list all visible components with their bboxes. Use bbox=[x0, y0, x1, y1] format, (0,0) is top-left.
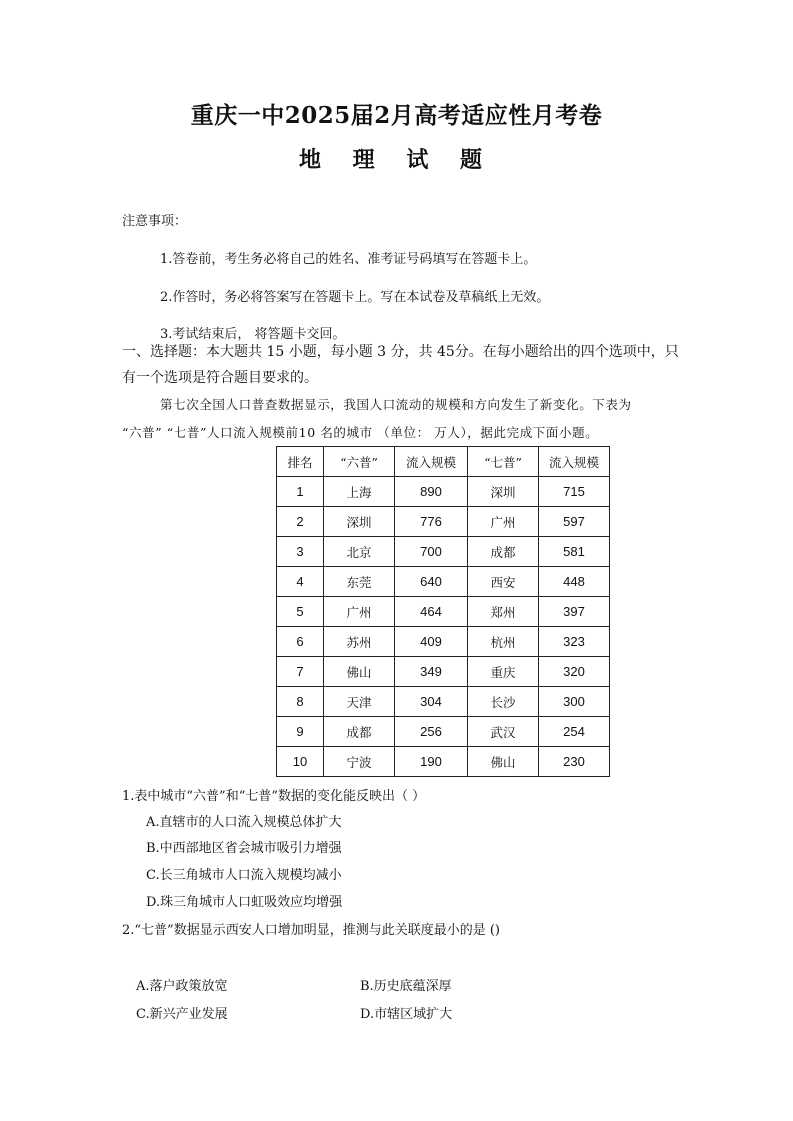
cell-inflow-7: 597 bbox=[539, 507, 610, 537]
subject-title: 地 理 试 题 bbox=[299, 147, 494, 173]
table-row bbox=[277, 507, 610, 537]
cell-city-6: 广州 bbox=[324, 597, 395, 627]
cell-inflow-7: 320 bbox=[539, 657, 610, 687]
cell-city-6: 天津 bbox=[324, 687, 395, 717]
cell-city-6: 成都 bbox=[324, 717, 395, 747]
cell-city-6: 上海 bbox=[324, 477, 395, 507]
intro-line1: 第七次全国人口普查数据显示，我国人口流动的规模和方向发生了新变化。下表为 bbox=[160, 397, 632, 412]
header-seventh-census: “七普” bbox=[468, 447, 539, 477]
exam-title: 重庆一中2025届2月高考适应性月考卷 bbox=[190, 102, 603, 129]
table-row bbox=[277, 537, 610, 567]
cell-inflow-7: 448 bbox=[539, 567, 610, 597]
cell-inflow-6: 776 bbox=[395, 507, 468, 537]
cell-rank: 6 bbox=[277, 627, 324, 657]
cell-city-7: 郑州 bbox=[468, 597, 539, 627]
table-row bbox=[277, 477, 610, 507]
cell-inflow-6: 700 bbox=[395, 537, 468, 567]
q1-option-d: D.珠三角城市人口虹吸效应均增强 bbox=[146, 895, 343, 910]
cell-inflow-6: 409 bbox=[395, 627, 468, 657]
cell-city-7: 成都 bbox=[468, 537, 539, 567]
table-row bbox=[277, 657, 610, 687]
section-heading-line2: 有一个选项是符合题目要求的。 bbox=[122, 370, 318, 386]
header-inflow-7: 流入规模 bbox=[539, 447, 610, 477]
table-row bbox=[277, 567, 610, 597]
table-row bbox=[277, 597, 610, 627]
cell-inflow-6: 304 bbox=[395, 687, 468, 717]
cell-inflow-7: 323 bbox=[539, 627, 610, 657]
notice-item-3: 3.考试结束后， 将答题卡交回。 bbox=[160, 327, 346, 342]
q1-option-b: B.中西部地区省会城市吸引力增强 bbox=[146, 841, 342, 856]
cell-city-7: 武汉 bbox=[468, 717, 539, 747]
table-row bbox=[277, 747, 610, 777]
q1-stem: 1.表中城市“六普”和“七普”数据的变化能反映出（ ） bbox=[122, 789, 426, 804]
notice-heading: 注意事项： bbox=[122, 214, 188, 229]
cell-rank: 4 bbox=[277, 567, 324, 597]
cell-inflow-6: 464 bbox=[395, 597, 468, 627]
q1-option-a: A.直辖市的人口流入规模总体扩大 bbox=[146, 815, 342, 830]
cell-inflow-7: 397 bbox=[539, 597, 610, 627]
table-header-row bbox=[277, 447, 610, 477]
table-row bbox=[277, 687, 610, 717]
migration-table bbox=[276, 446, 610, 777]
cell-inflow-7: 300 bbox=[539, 687, 610, 717]
cell-rank: 8 bbox=[277, 687, 324, 717]
section-heading-line1: 一、选择题：本大题共 15 小题，每小题 3 分，共 45分。在每小题给出的四个选项中，只 bbox=[122, 344, 679, 360]
cell-city-7: 重庆 bbox=[468, 657, 539, 687]
q1-option-c: C.长三角城市人口流入规模均减小 bbox=[146, 868, 342, 883]
cell-inflow-6: 640 bbox=[395, 567, 468, 597]
cell-inflow-7: 715 bbox=[539, 477, 610, 507]
header-sixth-census: “六普” bbox=[324, 447, 395, 477]
header-inflow-6: 流入规模 bbox=[395, 447, 468, 477]
cell-city-6: 北京 bbox=[324, 537, 395, 567]
cell-inflow-6: 256 bbox=[395, 717, 468, 747]
cell-city-6: 宁波 bbox=[324, 747, 395, 777]
cell-inflow-7: 254 bbox=[539, 717, 610, 747]
cell-city-7: 杭州 bbox=[468, 627, 539, 657]
cell-rank: 7 bbox=[277, 657, 324, 687]
cell-city-7: 广州 bbox=[468, 507, 539, 537]
table-body bbox=[277, 477, 610, 777]
intro-line2: “六普” “七普”人口流入规模前10 名的城市 （单位： 万人），据此完成下面小题。 bbox=[122, 425, 599, 440]
cell-rank: 9 bbox=[277, 717, 324, 747]
table-row bbox=[277, 717, 610, 747]
cell-inflow-7: 230 bbox=[539, 747, 610, 777]
header-rank: 排名 bbox=[277, 447, 324, 477]
cell-city-6: 东莞 bbox=[324, 567, 395, 597]
cell-city-7: 长沙 bbox=[468, 687, 539, 717]
cell-city-7: 深圳 bbox=[468, 477, 539, 507]
cell-inflow-7: 581 bbox=[539, 537, 610, 567]
q2-option-a: A.落户政策放宽 bbox=[136, 979, 228, 994]
cell-rank: 1 bbox=[277, 477, 324, 507]
cell-city-6: 深圳 bbox=[324, 507, 395, 537]
q2-option-d: D.市辖区域扩大 bbox=[360, 1007, 453, 1022]
cell-city-6: 苏州 bbox=[324, 627, 395, 657]
cell-city-6: 佛山 bbox=[324, 657, 395, 687]
cell-rank: 2 bbox=[277, 507, 324, 537]
q2-option-b: B.历史底蕴深厚 bbox=[360, 979, 452, 994]
q2-option-c: C.新兴产业发展 bbox=[136, 1007, 228, 1022]
cell-rank: 5 bbox=[277, 597, 324, 627]
cell-city-7: 西安 bbox=[468, 567, 539, 597]
cell-city-7: 佛山 bbox=[468, 747, 539, 777]
cell-inflow-6: 190 bbox=[395, 747, 468, 777]
notice-item-2: 2.作答时，务必将答案写在答题卡上。写在本试卷及草稿纸上无效。 bbox=[160, 290, 550, 305]
cell-inflow-6: 349 bbox=[395, 657, 468, 687]
cell-rank: 3 bbox=[277, 537, 324, 567]
q2-stem: 2.“七普”数据显示西安人口增加明显，推测与此关联度最小的是 () bbox=[122, 923, 500, 938]
notice-item-1: 1.答卷前，考生务必将自己的姓名、准考证号码填写在答题卡上。 bbox=[160, 252, 537, 267]
cell-inflow-6: 890 bbox=[395, 477, 468, 507]
cell-rank: 10 bbox=[277, 747, 324, 777]
table-row bbox=[277, 627, 610, 657]
